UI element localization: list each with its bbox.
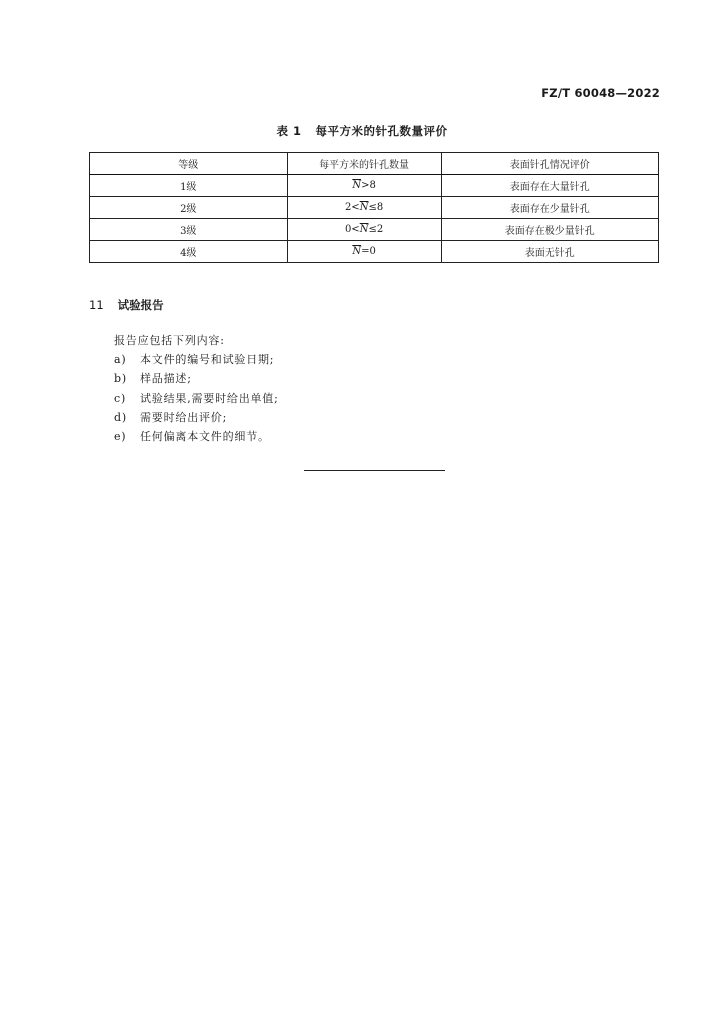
table-row <box>90 219 659 241</box>
cell-evaluation: 表面存在大量针孔 <box>441 175 658 197</box>
report-intro: 报告应包括下列内容: <box>114 334 225 347</box>
table-caption-number: 表 1 <box>276 124 302 138</box>
list-item-text: 任何偏离本文件的细节。 <box>140 430 270 444</box>
end-of-document-rule <box>304 470 445 471</box>
cell-grade: 3级 <box>90 219 288 241</box>
list-item <box>114 427 279 446</box>
document-code: FZ/T 60048—2022 <box>541 86 660 100</box>
n-bar-symbol: $\overline{N}$ <box>359 224 369 235</box>
section-heading <box>89 297 164 313</box>
section-number: 11 <box>89 298 104 312</box>
list-item-marker: e) <box>114 430 127 444</box>
cell-grade: 2级 <box>90 197 288 219</box>
report-content <box>114 331 279 446</box>
cell-grade: 1级 <box>90 175 288 197</box>
n-bar-symbol: $\overline{N}$ <box>359 202 369 213</box>
list-item-marker: b) <box>114 372 127 386</box>
cell-count: $2<\overline{N}\le 8$ <box>287 197 441 219</box>
pinhole-evaluation-table <box>89 152 659 263</box>
cell-count: $0<\overline{N}\le 2$ <box>287 219 441 241</box>
section-title: 试验报告 <box>117 298 164 312</box>
cell-count: $\overline{N}>8$ <box>287 175 441 197</box>
list-item-marker: d) <box>114 410 127 424</box>
table-row <box>90 197 659 219</box>
column-header-grade: 等级 <box>90 153 288 175</box>
n-bar-symbol: $\overline{N}$ <box>352 246 362 257</box>
n-bar-symbol: $\overline{N}$ <box>352 180 362 191</box>
table-header-row <box>90 153 659 175</box>
table-caption-title: 每平方米的针孔数量评价 <box>315 124 448 138</box>
cell-evaluation: 表面存在少量针孔 <box>441 197 658 219</box>
cell-grade: 4级 <box>90 241 288 263</box>
list-item-marker: c) <box>114 391 127 405</box>
column-header-count: 每平方米的针孔数量 <box>287 153 441 175</box>
list-item <box>114 389 279 408</box>
list-item <box>114 408 279 427</box>
cell-evaluation: 表面存在极少量针孔 <box>441 219 658 241</box>
list-item-text: 本文件的编号和试验日期; <box>140 353 275 367</box>
list-item-text: 试验结果,需要时给出单值; <box>140 391 279 405</box>
table-caption <box>0 123 724 139</box>
column-header-evaluation: 表面针孔情况评价 <box>441 153 658 175</box>
cell-evaluation: 表面无针孔 <box>441 241 658 263</box>
cell-count: $\overline{N}=0$ <box>287 241 441 263</box>
table-row <box>90 241 659 263</box>
list-item <box>114 350 279 369</box>
list-item-text: 需要时给出评价; <box>140 410 228 424</box>
list-item-text: 样品描述; <box>140 372 192 386</box>
list-item-marker: a) <box>114 353 127 367</box>
list-item <box>114 369 279 388</box>
table-row <box>90 175 659 197</box>
